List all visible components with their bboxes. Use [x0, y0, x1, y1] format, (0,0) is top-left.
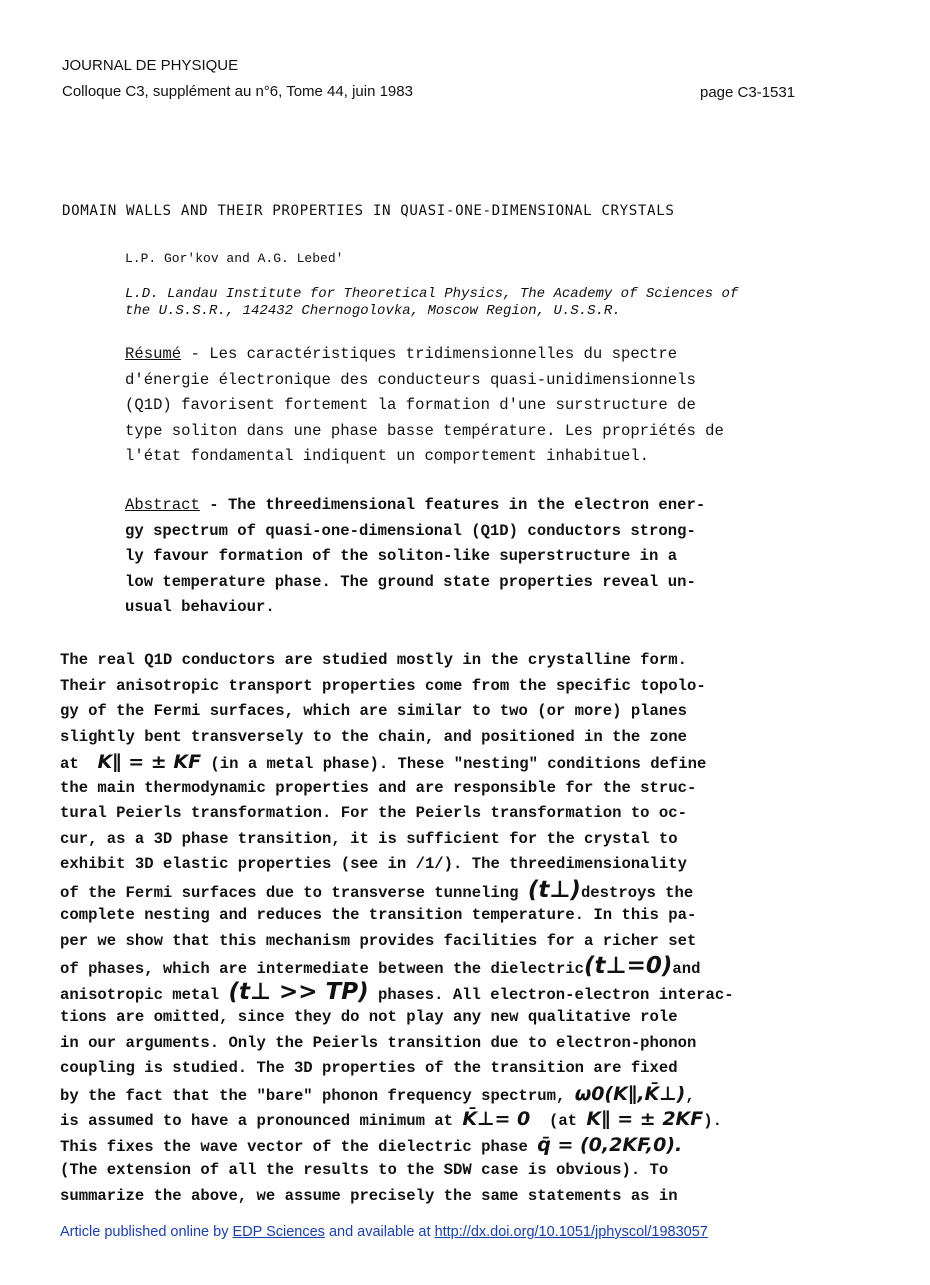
resume-line: d'énergie électronique des conducteurs quasi-unidimensionnels	[125, 370, 696, 389]
affiliation-line: the U.S.S.R., 142432 Chernogolovka, Moscow Region, U.S.S.R.	[125, 303, 621, 319]
math-t-perp: (t⊥)	[527, 876, 581, 903]
abstract-line: low temperature phase. The ground state properties reveal un-	[125, 572, 696, 591]
body-line	[60, 1107, 840, 1133]
body-line: The real Q1D conductors are studied mostly in the crystalline form.	[60, 651, 687, 669]
body-line: cur, as a 3D phase transition, it is sufficient for the crystal to	[60, 829, 678, 848]
affiliation	[125, 286, 825, 320]
text-run: This fixes the wave vector of the dielectric phase	[60, 1137, 538, 1156]
math-wave-vector-q: q̄ = (0,2KF,0).	[537, 1133, 683, 1156]
footer-notice	[60, 1224, 708, 1240]
text-run: is assumed to have a pronounced minimum at	[60, 1112, 463, 1130]
abstract-label: Abstract	[125, 496, 200, 514]
page-number: page C3-1531	[700, 84, 796, 101]
text-run: phases. All electron-electron interac-	[368, 985, 734, 1004]
authors: L.P. Gor'kov and A.G. Lebed'	[125, 251, 344, 266]
resume-line: (Q1D) favorisent fortement la formation d'une surstructure de	[125, 396, 696, 414]
abstract-line: ly favour formation of the soliton-like superstructure in a	[125, 547, 678, 565]
doi-link[interactable]: http://dx.doi.org/10.1051/jphyscol/1983057	[434, 1224, 708, 1240]
journal-name: JOURNAL DE PHYSIQUE	[62, 57, 239, 74]
body-line: coupling is studied. The 3D properties of the transition are fixed	[60, 1059, 678, 1077]
body-line: exhibit 3D elastic properties (see in /1/). The threedimensionality	[60, 855, 687, 873]
body-text	[60, 648, 840, 1209]
text-run: of the Fermi surfaces due to transverse tunneling	[60, 883, 528, 902]
math-k-perp-zero: K̄⊥= 0	[462, 1108, 531, 1130]
body-line: Their anisotropic transport properties come from the specific topolo-	[60, 676, 706, 695]
math-omega-zero: ω0(K∥,K̄⊥)	[574, 1082, 686, 1105]
text-run: at	[60, 755, 98, 773]
body-line: per we show that this mechanism provides facilities for a richer set	[60, 931, 697, 950]
math-k-parallel-2kf: K∥ = ± 2KF	[586, 1108, 704, 1130]
text-run: by the fact that the "bare" phonon frequency spectrum,	[60, 1086, 575, 1105]
body-line: in our arguments. Only the Peierls transition due to electron-phonon	[60, 1033, 697, 1052]
abstract-block	[125, 493, 815, 621]
body-line: (The extension of all the results to the SDW case is obvious). To	[60, 1161, 669, 1179]
text-run: and	[672, 960, 701, 978]
body-line	[60, 954, 840, 980]
text-run: (in a metal phase). These "nesting" conditions define	[201, 755, 707, 773]
body-line	[60, 750, 840, 776]
text-run: of phases, which are intermediate between the dielectric	[60, 960, 585, 978]
math-t-perp-zero: (t⊥=0)	[584, 953, 673, 979]
body-line: tions are omitted, since they do not play any new qualitative role	[60, 1008, 678, 1026]
body-line	[60, 980, 840, 1006]
body-line	[60, 1082, 840, 1108]
body-line	[60, 1133, 840, 1159]
affiliation-line: L.D. Landau Institute for Theoretical Physics, The Academy of Sciences of	[125, 286, 739, 302]
resume-block	[125, 342, 815, 470]
colloque-info: Colloque C3, supplément au n°6, Tome 44, juin 1983	[62, 83, 413, 100]
body-line: complete nesting and reduces the transition temperature. In this pa-	[60, 906, 697, 924]
body-line: the main thermodynamic properties and are responsible for the struc-	[60, 778, 697, 797]
resume-label: Résumé	[125, 345, 182, 363]
resume-line: - Les caractéristiques tridimensionnelles du spectre	[181, 345, 678, 363]
text-run: ,	[685, 1086, 695, 1105]
text-run: anisotropic metal	[60, 985, 229, 1004]
text-run: destroys the	[580, 883, 694, 902]
footer-middle: and available at	[324, 1224, 435, 1240]
footer-prefix: Article published online by	[60, 1224, 233, 1240]
body-line: gy of the Fermi surfaces, which are similar to two (or more) planes	[60, 702, 687, 720]
text-run: (at	[530, 1112, 587, 1130]
math-k-parallel-kf: K∥ = ± KF	[97, 751, 202, 773]
resume-line: type soliton dans une phase basse température. Les propriétés de	[125, 421, 724, 440]
abstract-line: gy spectrum of quasi-one-dimensional (Q1D) conductors strong-	[125, 521, 696, 540]
paper-title: DOMAIN WALLS AND THEIR PROPERTIES IN QUASI-ONE-DIMENSIONAL CRYSTALS	[62, 203, 675, 219]
abstract-line: - The threedimensional features in the electron ener-	[199, 496, 706, 514]
body-line	[60, 878, 840, 904]
body-line: summarize the above, we assume precisely the same statements as in	[60, 1186, 678, 1205]
text-run: ).	[703, 1112, 722, 1130]
math-t-perp-gg-tp: (t⊥ >> TP)	[228, 978, 369, 1005]
resume-line: l'état fondamental indiquent un comportement inhabituel.	[125, 447, 650, 465]
publisher-link[interactable]: EDP Sciences	[232, 1224, 325, 1240]
abstract-line: usual behaviour.	[125, 598, 275, 616]
body-line: tural Peierls transformation. For the Peierls transformation to oc-	[60, 804, 687, 822]
body-line: slightly bent transversely to the chain, and positioned in the zone	[60, 727, 687, 746]
